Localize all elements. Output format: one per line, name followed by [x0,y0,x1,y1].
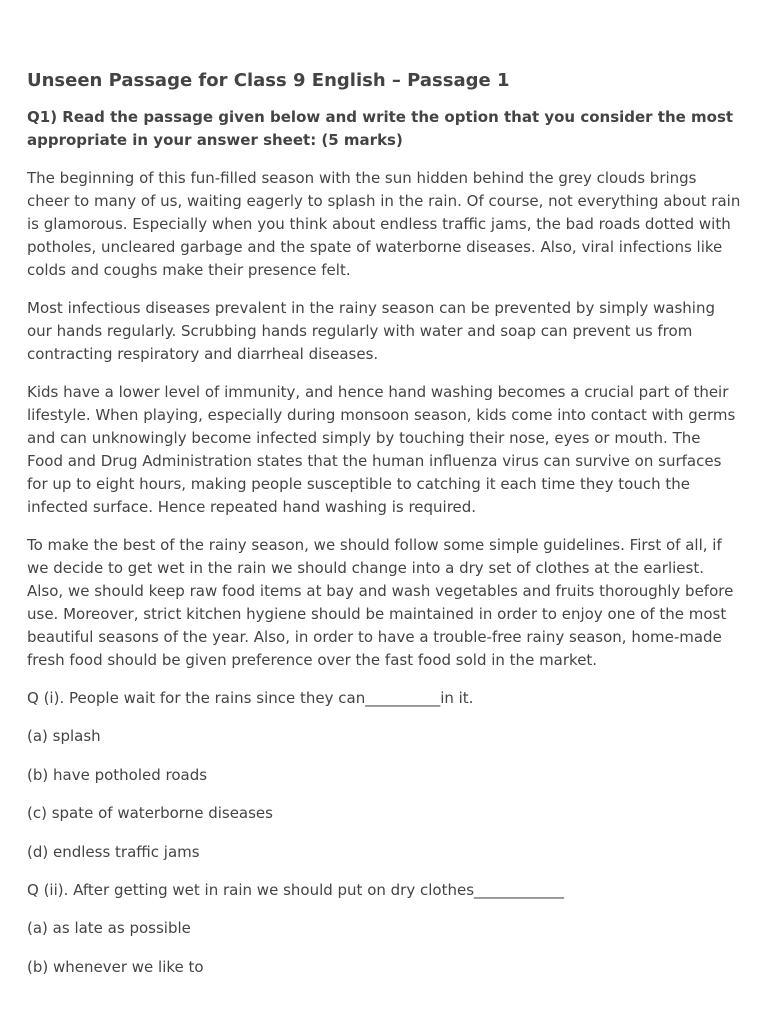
passage-paragraph-1: The beginning of this fun-filled season with the sun hidden behind the grey clouds brings cheer to many of us, waiting eagerly to splash in the rain. Of course, not everything about rain is glamorous. Especially when you think about endless traffic jams, the bad roads dotted with potholes, uncleared garbage and the spate of waterborne diseases. Also, viral infections like colds and coughs make their presence felt. [27,169,741,279]
question-1-option-b: (b) have potholed roads [27,765,208,784]
passage-paragraph-3: Kids have a lower level of immunity, and hence hand washing becomes a crucial part of their lifestyle. When playing, especially during monsoon season, kids come into contact with germs and can unknowingly become infected simply by touching their nose, eyes or mouth. The Food and Drug Administration states that the human influenza virus can survive on surfaces for up to eight hours, making people susceptible to catching it each time they touch the infected surface. Hence repeated hand washing is required. [27,383,736,516]
question-2-option-b: (b) whenever we like to [27,957,204,976]
question-2-option-a: (a) as late as possible [27,919,191,937]
question-instruction: Q1) Read the passage given below and write the option that you consider the most appropriate in your answer sheet: (5 marks) [27,108,734,149]
passage-paragraph-2: Most infectious diseases prevalent in the rainy season can be prevented by simply washing our hands regularly. Scrubbing hands regularly with water and soap can prevent us from contracting respiratory and diarrheal diseases. [27,299,716,363]
question-1-option-d: (d) endless traffic jams [27,842,200,861]
page-title: Unseen Passage for Class 9 English – Passage 1 [27,70,510,91]
question-1-option-a: (a) splash [27,727,101,745]
question-1: Q (i). People wait for the rains since they can__________in it. [27,689,474,707]
question-2: Q (ii). After getting wet in rain we should put on dry clothes____________ [27,881,565,899]
question-1-option-c: (c) spate of waterborne diseases [27,804,273,822]
passage-paragraph-4: To make the best of the rainy season, we should follow some simple guidelines. First of all, if we decide to get wet in the rain we should change into a dry set of clothes at the earliest. Also, we should keep raw food items at bay and wash vegetables and fruits thoroughly before use. Moreover, strict kitchen hygiene should be maintained in order to enjoy one of the most beautiful seasons of the year. Also, in order to have a trouble-free rainy season, home-made fresh food should be given preference over the fast food sold in the market. [27,536,734,669]
